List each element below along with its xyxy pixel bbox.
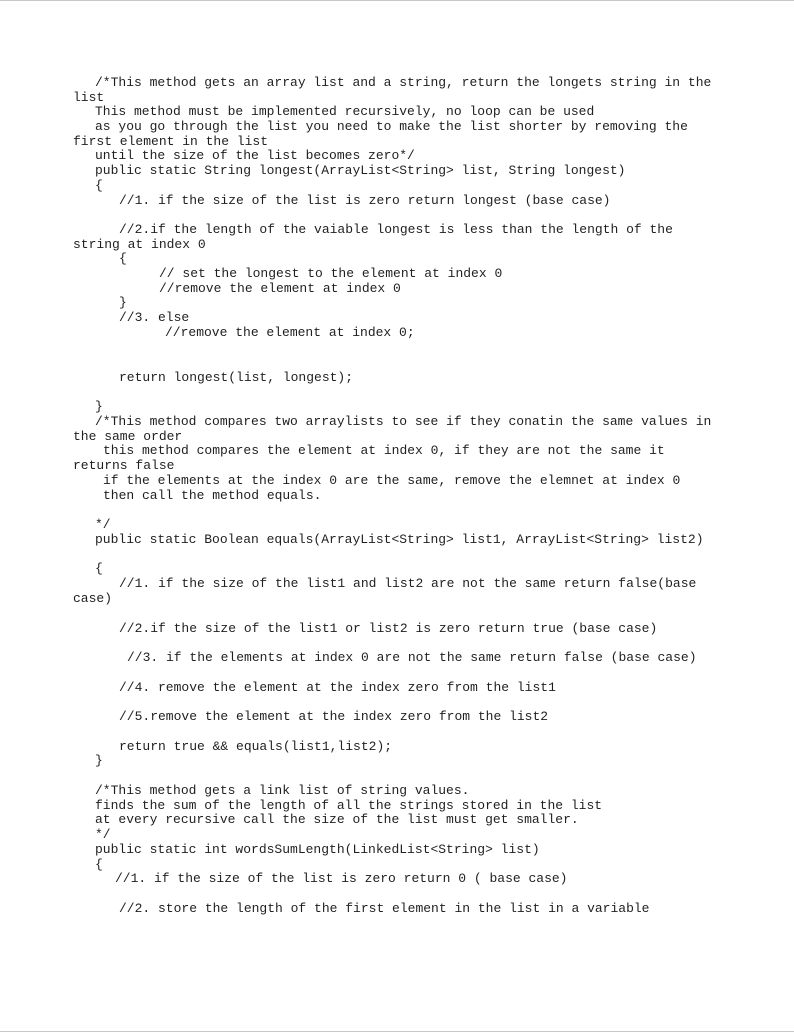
code-line: { <box>95 561 103 576</box>
code-line: { <box>95 857 103 872</box>
code-line: public static Boolean equals(ArrayList<String> list1, ArrayList<String> list2) <box>95 532 704 547</box>
code-line: as you go through the list you need to make the list shorter by removing the <box>95 119 688 134</box>
code-line: //1. if the size of the list is zero return 0 ( base case) <box>115 871 568 886</box>
code-line: finds the sum of the length of all the strings stored in the list <box>95 798 603 813</box>
code-line: string at index 0 <box>73 237 206 252</box>
code-line: { <box>95 178 103 193</box>
code-line: } <box>95 399 103 414</box>
code-line: This method must be implemented recursively, no loop can be used <box>95 104 595 119</box>
code-line: { <box>119 251 127 266</box>
code-line: //remove the element at index 0 <box>159 281 401 296</box>
code-line: // set the longest to the element at index 0 <box>159 266 503 281</box>
code-line: public static int wordsSumLength(LinkedList<String> list) <box>95 842 540 857</box>
code-line: //2. store the length of the first element in the list in a variable <box>119 901 650 916</box>
code-line: return longest(list, longest); <box>119 370 354 385</box>
code-line: //2.if the size of the list1 or list2 is zero return true (base case) <box>119 621 658 636</box>
code-line: //remove the element at index 0; <box>165 325 415 340</box>
code-line: //3. if the elements at index 0 are not the same return false (base case) <box>127 650 697 665</box>
code-line: at every recursive call the size of the list must get smaller. <box>95 812 579 827</box>
code-line: list <box>73 90 105 105</box>
code-line: then call the method equals. <box>103 488 322 503</box>
code-line: //5.remove the element at the index zero from the list2 <box>119 709 549 724</box>
code-line: */ <box>95 517 111 532</box>
code-line: //2.if the length of the vaiable longest is less than the length of the <box>119 222 673 237</box>
code-line: */ <box>95 827 111 842</box>
code-line: //4. remove the element at the index zero from the list1 <box>119 680 556 695</box>
code-line: the same order <box>73 429 183 444</box>
code-line: //3. else <box>119 310 190 325</box>
page-bottom-border <box>0 1031 794 1032</box>
code-line: /*This method gets an array list and a string, return the longets string in the <box>95 75 712 90</box>
code-line: public static String longest(ArrayList<String> list, String longest) <box>95 163 626 178</box>
code-line: } <box>95 753 103 768</box>
code-line: //1. if the size of the list is zero return longest (base case) <box>119 193 611 208</box>
code-line: this method compares the element at index 0, if they are not the same it <box>103 443 665 458</box>
code-line: return true && equals(list1,list2); <box>119 739 393 754</box>
code-line: returns false <box>73 458 175 473</box>
code-line: //1. if the size of the list1 and list2 are not the same return false(base <box>119 576 697 591</box>
code-line: first element in the list <box>73 134 269 149</box>
code-line: /*This method compares two arraylists to see if they conatin the same values in <box>95 414 712 429</box>
code-line: } <box>119 295 127 310</box>
code-line: /*This method gets a link list of string values. <box>95 783 470 798</box>
code-line: if the elements at the index 0 are the same, remove the elemnet at index 0 <box>103 473 681 488</box>
code-line: case) <box>73 591 113 606</box>
code-line: until the size of the list becomes zero*/ <box>95 148 415 163</box>
